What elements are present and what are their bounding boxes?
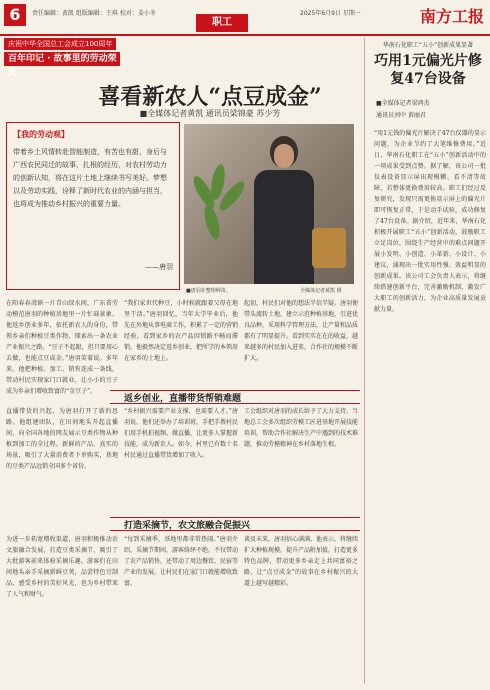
main-byline: ■全媒体记者黄凯 通讯员梁锦豪 苏少芳: [139, 109, 281, 118]
page-header: [0, 0, 490, 34]
section-label: 职工: [196, 14, 248, 32]
seed-basket: [312, 228, 346, 268]
farmer-figure: [254, 136, 314, 284]
labor-view-title: 【我的劳动观】: [13, 130, 69, 139]
side-kicker: 华南石化职工“五小”创新成果显著: [382, 42, 474, 49]
newspaper-name: 南方工报: [419, 7, 484, 26]
side-byline: [376, 98, 486, 122]
side-byline-correspondent: 通讯员刘中 黄丽君: [376, 112, 426, 119]
side-headline: 巧用1元偏光片修复47台设备: [374, 53, 482, 87]
seedling-plant: [192, 164, 248, 254]
article-col-3b: 工会组织对唐羽的成长给予了大力支持。当地总工会多次组织劳模工匠进基地开展技能培训，帮助合作社解决生产中遇到的技术难题，推动劳模精神在乡村落地生根。: [244, 408, 359, 448]
editor-credits: 责任编辑：黄凯 组版编辑：王琪 校对：姜小冬: [32, 10, 156, 17]
column-banner: 百年印记 · 故事里的劳动荣光: [4, 52, 120, 66]
farmer-photo: [184, 124, 354, 284]
page-number: 6: [4, 4, 26, 26]
article-col-2b: “乡村振兴需要产业支撑，也需要人才。”唐羽说，他们还举办了培训班，手把手教村民们用手机拍视频、做直播，让更多人掌握新技能，成为新农人。如今，村里已有数十名村民通过直播带货增加了收入。: [124, 408, 239, 459]
article-col-3c: 谈及未来，唐羽信心满满。他表示，将继续扩大种植规模，提升产品附加值，打造更多特色品牌，带动更多乡亲走上共同富裕之路，让“点豆成金”的故事在乡村振兴的大道上越写越精彩。: [244, 536, 359, 587]
article-col-1a: 在阳春春湾镇一片青山绿水间，广东省劳动模范唐羽的种植基地里一片忙碌景象。他返乡创业多年，依托新农人的身份，带领乡亲们种植豆类作物，探索出一条农业产业振兴之路。“豆子不起眼，但只要用心去做，也能点豆成金。”唐羽笑着说。多年来，他把种植、加工、销售连成一条线，带动村民实现家门口就业，让小小的豆子成为乡亲们增收致富的“金豆子”。: [6, 300, 118, 395]
labor-view-box: [6, 122, 180, 290]
article-col-2a: “我们家世代种豆，小时候就跟着父母在地里干活。”唐羽回忆，当年大学毕业后，他先在外地从事电商工作，积累了一定的营销经验。看到家乡的农产品因销路不畅而滞销，他毅然决定返乡创业，把所学的本领用在家乡的土地上。: [124, 300, 239, 362]
article-col-2c: “每到采摘季，基地里都非常热闹。”唐羽介绍，采摘节期间，游客络绎不绝，不仅带动了农产品销售，还带动了周边餐饮、民宿等产业的发展，让村民们在家门口就能增收致富。: [124, 536, 239, 587]
issue-date: 2025年6月9日 星期一: [300, 10, 361, 17]
article-col-3a: 起初，村民们对他的想法半信半疑。唐羽便带头流转土地，建立示范种植基地，引进优良品种，采用科学管理方法，让产量和品质都有了明显提升。看到实实在在的收益，越来越多的村民加入进来，合作社的规模不断扩大。: [244, 300, 359, 362]
photo-credit: 全媒体记者黄凯 摄: [300, 288, 342, 294]
labor-view-text: 带着乡土风情转赴智能制造，有苦也有甜，身后与广西农民同迁的故事，扎根的经历，对农村劳动力的创新认知，将在这片土地上继续书写美好。梦想以及劳动实践，诠释了新时代农业的内涵与担当，也将成为推动乡村振兴的重要力量。: [13, 148, 167, 208]
article-col-1b: 直播带货的兴起，为唐羽打开了新的思路。他组建团队，在田间地头开起直播间，向全国各地的网友展示豆类作物从种植到加工的全过程。新鲜的产品、真实的场景，吸引了大量消费者下单购买，基地的豆类产品远销全国多个省份。: [6, 408, 118, 470]
column-divider: [364, 38, 365, 684]
subhead-livestream: 返乡创业，直播带货帮销难题: [124, 394, 242, 404]
side-byline-reporter: ■全媒体记者梁鸿杰: [376, 100, 430, 107]
labor-view-signature: ——唐羽: [145, 263, 173, 271]
side-article-body: “用1元钱的偏光片解决了47台仪器的显示问题，为企业节约了大笔维修费用。”近日，华南石化职工在“五小”创新活动中的一项成果受到点赞。据了解，该公司一批仪表设备显示屏出现模糊、看不清等故障，若整体更换费用较高。职工们经过反复研究，发现只需更换显示屏上的偏光片即可恢复正常，于是动手试验，成功修复了47台设备。据介绍，近年来，华南石化积极开展职工“五小”创新活动，鼓励职工立足岗位，围绕生产经营中的难点问题开展小发明、小创造、小革新、小设计、小建议，涌现出一批实用性强、效益明显的创新成果。该公司工会负责人表示，将继续搭建创新平台，完善激励机制，激发广大职工的创新活力，为企业高质量发展贡献力量。: [374, 130, 486, 313]
anniversary-banner: 庆祝中华全国总工会成立100周年: [4, 38, 116, 50]
subhead-picking-festival: 打造采摘节，农文旅融合促振兴: [124, 521, 251, 531]
header-rule: [0, 34, 490, 36]
photo-caption: ■唐羽在整理种苗。: [186, 288, 231, 294]
article-col-1c: 为进一步拓宽增收渠道，唐羽积极推动农文旅融合发展，打造豆类采摘节，吸引了大批游客前来体验采摘乐趣。游客们在田间地头亲手采摘新鲜豆荚，品尝特色豆制品，感受乡村的美好风光，也为乡村带来了人气和财气。: [6, 536, 118, 598]
main-headline: 喜看新农人“点豆成金”: [98, 84, 322, 110]
